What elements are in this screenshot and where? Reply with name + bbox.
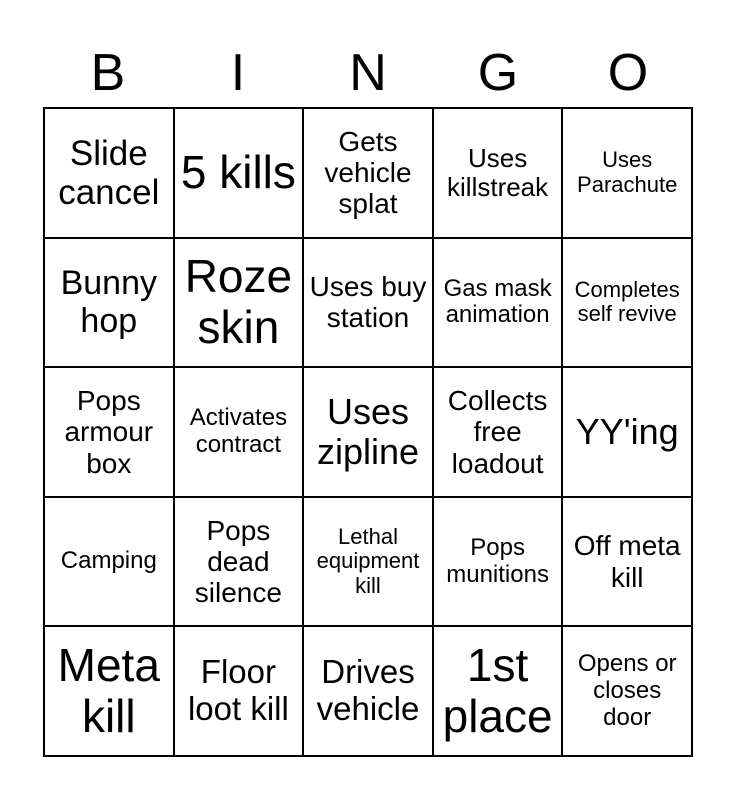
bingo-header — [43, 40, 693, 106]
bingo-cell[interactable]: Slide cancel — [44, 108, 174, 238]
bingo-board — [43, 107, 693, 757]
bingo-cell[interactable]: Meta kill — [44, 626, 174, 756]
bingo-cell[interactable]: Activates contract — [174, 367, 304, 497]
bingo-cell[interactable]: Gas mask animation — [433, 238, 563, 368]
bingo-cell[interactable]: Uses zipline — [303, 367, 433, 497]
header-letter-g: G — [477, 44, 519, 102]
bingo-cell[interactable]: Bunny hop — [44, 238, 174, 368]
bingo-cell[interactable]: 5 kills — [174, 108, 304, 238]
header-letter-i: I — [230, 44, 246, 102]
bingo-cell[interactable]: Pops munitions — [433, 497, 563, 627]
bingo-cell[interactable]: Floor loot kill — [174, 626, 304, 756]
bingo-cell[interactable]: Uses buy station — [303, 238, 433, 368]
bingo-cell[interactable]: Gets vehicle splat — [303, 108, 433, 238]
bingo-cell[interactable]: Drives vehicle — [303, 626, 433, 756]
bingo-cell[interactable]: Uses Parachute — [562, 108, 692, 238]
bingo-cell[interactable]: Pops armour box — [44, 367, 174, 497]
bingo-cell[interactable]: Opens or closes door — [562, 626, 692, 756]
bingo-cell[interactable]: YY'ing — [562, 367, 692, 497]
bingo-cell[interactable]: 1st place — [433, 626, 563, 756]
bingo-cell[interactable]: Uses killstreak — [433, 108, 563, 238]
header-letter-n: N — [349, 44, 387, 102]
bingo-cell[interactable]: Camping — [44, 497, 174, 627]
bingo-cell[interactable]: Off meta kill — [562, 497, 692, 627]
bingo-cell[interactable]: Roze skin — [174, 238, 304, 368]
header-letter-o: O — [607, 44, 649, 102]
header-letter-b: B — [90, 44, 126, 102]
bingo-cell[interactable]: Completes self revive — [562, 238, 692, 368]
bingo-cell[interactable]: Collects free loadout — [433, 367, 563, 497]
bingo-cell[interactable]: Lethal equipment kill — [303, 497, 433, 627]
bingo-cell[interactable]: Pops dead silence — [174, 497, 304, 627]
